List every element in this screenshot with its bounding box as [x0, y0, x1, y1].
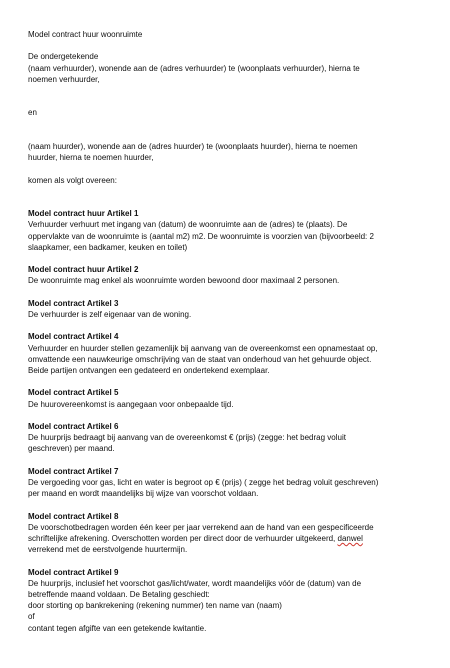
article-heading: Model contract Artikel 9	[28, 567, 119, 577]
article-line: oppervlakte van de woonruimte is (aantal m2) m2. De woonruimte is voorzien van (bijvoorbeeld: 2	[28, 231, 374, 241]
article-heading: Model contract Artikel 3	[28, 298, 119, 308]
document-title: Model contract huur woonruimte	[28, 30, 143, 39]
article-1	[28, 208, 438, 253]
article-line: De voorschotbedragen worden één keer per jaar verrekend aan de hand van een gespecificeerde	[28, 522, 374, 532]
article-line: per maand en wordt maandelijks bij wijze van voorschot voldaan.	[28, 489, 259, 499]
article-line: De woonruimte mag enkel als woonruimte worden bewoond door maximaal 2 personen.	[28, 276, 340, 286]
article-heading: Model contract Artikel 5	[28, 388, 119, 398]
article-line: Beide partijen ontvangen een gedateerd en ondertekend exemplaar.	[28, 365, 270, 375]
agree-paragraph	[28, 175, 438, 186]
tenant-paragraph	[28, 141, 438, 163]
article-3	[28, 298, 438, 320]
article-4	[28, 331, 438, 376]
intro-lead: De ondergetekende	[28, 52, 99, 62]
article-line: Verhuurder verhuurt met ingang van (datum) de woonruimte aan de (adres) te (plaats). De	[28, 220, 348, 230]
article-2	[28, 264, 438, 286]
article-5	[28, 387, 438, 409]
agree-text: komen als volgt overeen:	[28, 175, 117, 185]
article-heading: Model contract huur Artikel 1	[28, 209, 139, 219]
article-line: De vergoeding voor gas, licht en water is begroot op € (prijs) ( zegge het bedrag voluit geschreven)	[28, 477, 379, 487]
landlord-line: (naam verhuurder), wonende aan de (adres verhuurder) te (woonplaats verhuurder), hierna te	[28, 63, 360, 73]
article-heading: Model contract Artikel 7	[28, 466, 119, 476]
article-7	[28, 466, 438, 500]
article-line: Verhuurder en huurder stellen gezamenlijk bij aanvang van de overeenkomst een opnamestaat op,	[28, 343, 378, 353]
article-6	[28, 421, 438, 455]
article-heading: Model contract Artikel 8	[28, 511, 119, 521]
article-8	[28, 511, 438, 556]
article-line: De huurovereenkomst is aangegaan voor onbepaalde tijd.	[28, 399, 234, 409]
article-line-with-spellcheck	[28, 533, 438, 544]
article-heading: Model contract Artikel 4	[28, 332, 119, 342]
article-line: omvattende een nauwkeurige omschrijving van de staat van onderhoud van het gehuurde object.	[28, 354, 372, 364]
article-line: contant tegen afgifte van een getekende kwitantie.	[28, 623, 207, 633]
article-line: De huurprijs, inclusief het voorschot gas/licht/water, wordt maandelijks vóór de (datum) van de	[28, 578, 362, 588]
tenant-line: huurder, hierna te noemen huurder,	[28, 153, 154, 163]
tenant-line: (naam huurder), wonende aan de (adres huurder) te (woonplaats huurder), hierna te noemen	[28, 141, 358, 151]
spellcheck-flagged-word[interactable]: danwel	[337, 533, 363, 543]
article-9	[28, 567, 438, 634]
article-line: of	[28, 612, 35, 622]
article-line: verrekend met de eerstvolgende huurtermijn.	[28, 545, 188, 555]
article-line: De verhuurder is zelf eigenaar van de woning.	[28, 309, 192, 319]
article-line: door storting op bankrekening (rekening nummer) ten name van (naam)	[28, 601, 282, 611]
landlord-paragraph	[28, 51, 438, 85]
document-page	[28, 29, 438, 645]
article-line: betreffende maand voldaan. De Betaling geschiedt:	[28, 589, 210, 599]
article-line: slaapkamer, een badkamer, keuken en toilet)	[28, 242, 188, 252]
article-heading: Model contract Artikel 6	[28, 421, 119, 431]
and-paragraph	[28, 107, 438, 118]
article-line: geschreven) per maand.	[28, 444, 115, 454]
landlord-line: noemen verhuurder,	[28, 74, 100, 84]
article-line: De huurprijs bedraagt bij aanvang van de overeenkomst € (prijs) (zegge: het bedrag voluit	[28, 433, 346, 443]
and-text: en	[28, 108, 37, 118]
article-heading: Model contract huur Artikel 2	[28, 265, 139, 275]
article-line-text: schriftelijke afrekening. Overschotten worden per direct door de verhuurder uitgekeerd,	[28, 533, 338, 543]
